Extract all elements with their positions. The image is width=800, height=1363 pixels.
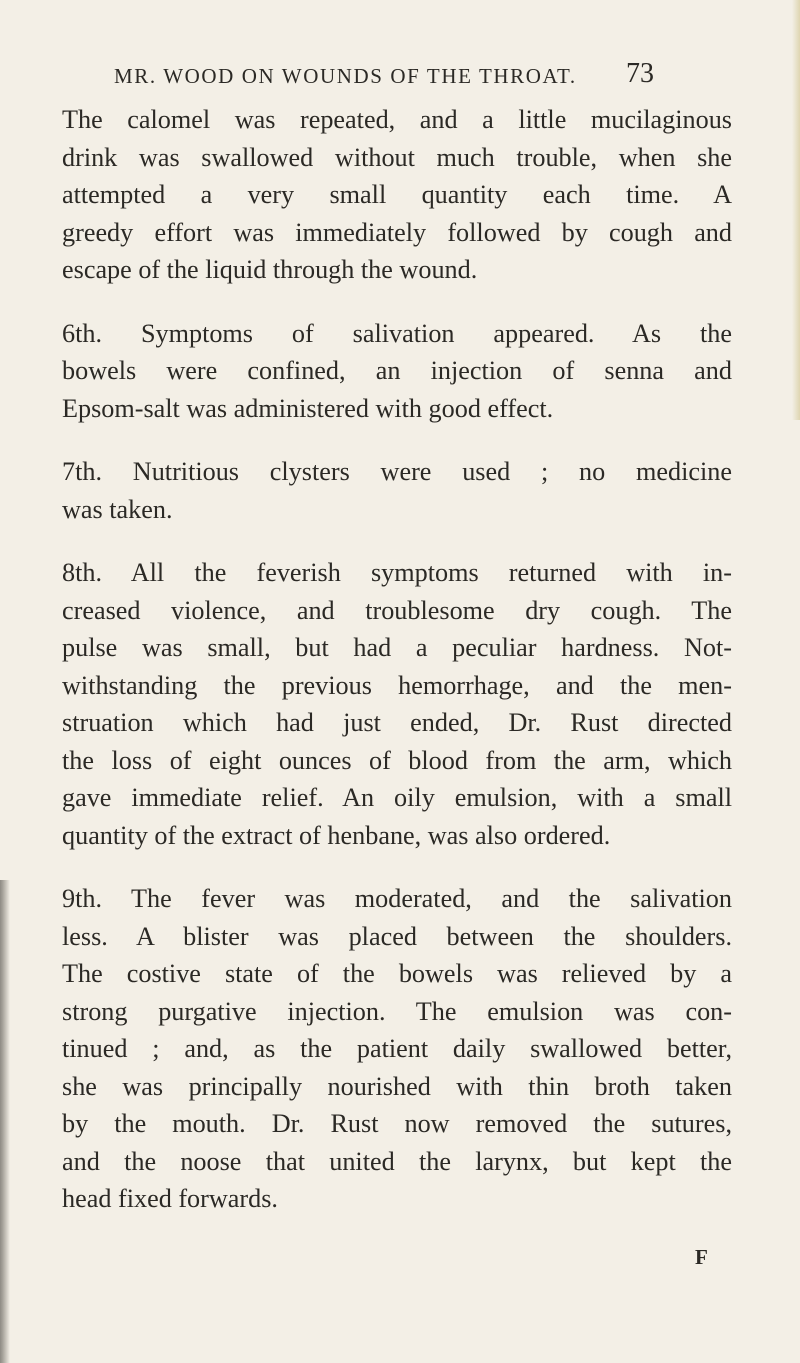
text-line: 6th. Symptoms of salivation appeared. As the — [62, 318, 732, 348]
text-line: 7th. Nutritious clysters were used ; no medicine — [62, 457, 732, 486]
text-line: gave immediate relief. An oily emulsion, with a small — [62, 783, 732, 812]
text-line: attempted a very small quantity each time. A — [62, 180, 732, 209]
running-title: MR. WOOD ON WOUNDS OF THE THROAT. — [114, 64, 577, 88]
body-text — [62, 101, 732, 1218]
paragraph-8th — [62, 554, 732, 854]
paragraph-calomel — [62, 101, 732, 289]
paragraph-6th — [62, 315, 732, 428]
text-line: less. A blister was placed between the shoulders. — [62, 921, 732, 951]
text-line: 8th. All the feverish symptoms returned with in- — [62, 558, 732, 587]
signature-mark: F — [695, 1245, 708, 1269]
text-line: drink was swallowed without much trouble, when she — [62, 142, 732, 172]
text-line: strong purgative injection. The emulsion was con- — [62, 996, 732, 1026]
text-line: The costive state of the bowels was relieved by a — [62, 959, 732, 988]
page-number: 73 — [626, 58, 654, 89]
text-line: by the mouth. Dr. Rust now removed the sutures, — [62, 1109, 732, 1138]
text-line: bowels were confined, an injection of senna and — [62, 356, 732, 385]
paragraph-9th — [62, 880, 732, 1218]
text-line: was taken. — [62, 494, 173, 524]
running-head — [98, 54, 798, 98]
text-line: escape of the liquid through the wound. — [62, 255, 478, 284]
text-line: struation which had just ended, Dr. Rust directed — [62, 708, 732, 737]
text-line: head fixed forwards. — [62, 1184, 278, 1213]
text-line: The calomel was repeated, and a little mucilaginous — [62, 105, 732, 134]
text-line: she was principally nourished with thin broth taken — [62, 1071, 732, 1101]
text-line: withstanding the previous hemorrhage, and the men- — [62, 670, 732, 700]
text-line: the loss of eight ounces of blood from the arm, which — [62, 745, 732, 775]
text-line: pulse was small, but had a peculiar hardness. Not- — [62, 633, 732, 662]
paragraph-7th — [62, 453, 732, 528]
text-line: quantity of the extract of henbane, was also ordered. — [62, 820, 611, 850]
text-line: creased violence, and troublesome dry cough. The — [62, 595, 732, 625]
page-edge-shadow-left — [0, 880, 10, 1363]
text-line: tinued ; and, as the patient daily swallowed better, — [62, 1034, 732, 1063]
text-line: and the noose that united the larynx, but kept the — [62, 1146, 732, 1176]
text-line: greedy effort was immediately followed by cough and — [62, 217, 732, 247]
text-line: 9th. The fever was moderated, and the salivation — [62, 884, 732, 913]
text-line: Epsom-salt was administered with good effect. — [62, 393, 554, 423]
